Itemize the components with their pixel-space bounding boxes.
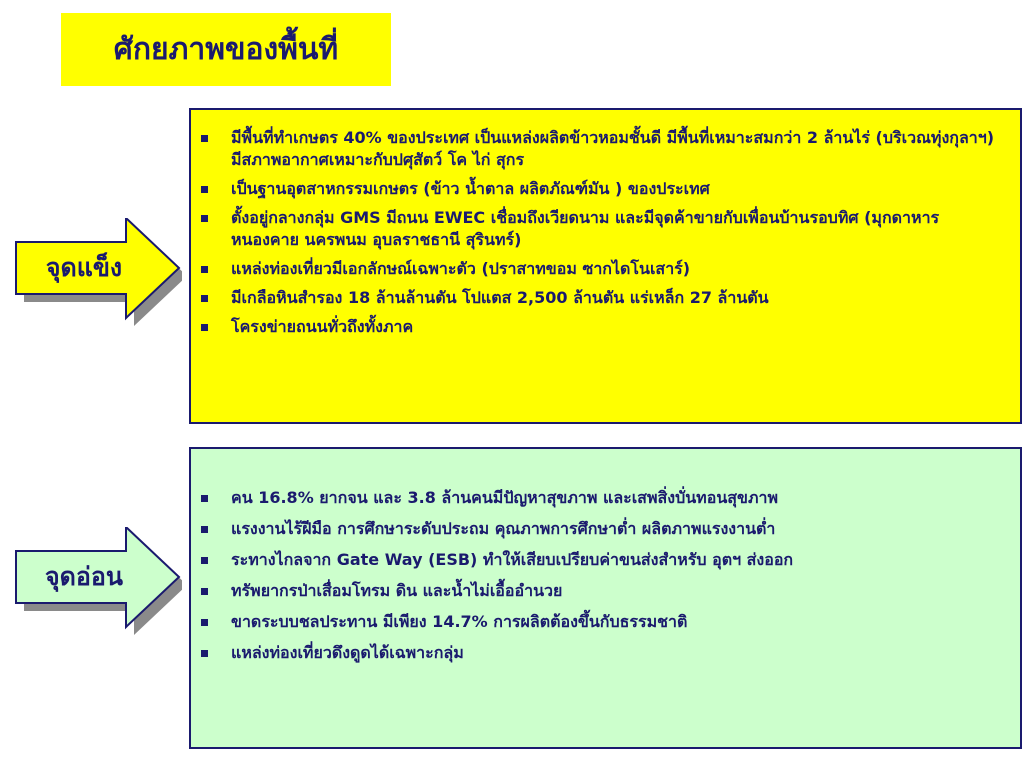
list-item: แหล่งท่องเที่ยวดึงดูดได้เฉพาะกลุ่ม	[191, 642, 1020, 664]
list-item: คน 16.8% ยากจน และ 3.8 ล้านคนมีปัญหาสุขภาพ และเสพสิ่งบั่นทอนสุขภาพ	[191, 487, 1020, 509]
list-item: ระทางไกลจาก Gate Way (ESB) ทำให้เสียบเปรียบค่าขนส่งสำหรับ อุตฯ ส่งออก	[191, 549, 1020, 571]
weakness-arrow	[12, 527, 172, 627]
bullet-icon	[201, 135, 208, 142]
bullet-icon	[201, 266, 208, 273]
bullet-icon	[201, 557, 208, 564]
strength-label: จุดแข็ง	[45, 253, 123, 282]
list-item: มีพื้นที่ทำเกษตร 40% ของประเทศ เป็นแหล่งผลิตข้าวหอมชั้นดี มีพื้นที่เหมาะสมกว่า 2 ล้านไร่ (บริเวณทุ่งกุลาฯ) มีสภาพอากาศเหมาะกับปศุสัตว์ โค ไก่ สุกร	[191, 127, 1020, 171]
list-item: โครงข่ายถนนทั่วถึงทั้งภาค	[191, 316, 1020, 338]
weakness-list	[191, 487, 1020, 673]
list-item: แรงงานไร้ฝีมือ การศึกษาระดับประถม คุณภาพการศึกษาต่ำ ผลิตภาพแรงงานต่ำ	[191, 518, 1020, 540]
bullet-icon	[201, 324, 208, 331]
list-item: เป็นฐานอุตสาหกรรมเกษตร (ข้าว น้ำตาล ผลิตภัณฑ์มัน ) ของประเทศ	[191, 178, 1020, 200]
strength-panel	[189, 108, 1022, 424]
list-item: ตั้งอยู่กลางกลุ่ม GMS มีถนน EWEC เชื่อมถึงเวียดนาม และมีจุดค้าขายกับเพื่อนบ้านรอบทิศ (มุกดาหาร หนองคาย นครพนม อุบลราชธานี สุรินทร์)	[191, 207, 1020, 251]
list-item: ขาดระบบชลประทาน มีเพียง 14.7% การผลิตต้องขึ้นกับธรรมชาติ	[191, 611, 1020, 633]
bullet-icon	[201, 619, 208, 626]
list-item: ทรัพยากรป่าเสื่อมโทรม ดิน และน้ำไม่เอื้ออำนวย	[191, 580, 1020, 602]
bullet-icon	[201, 526, 208, 533]
list-item: มีเกลือหินสำรอง 18 ล้านล้านตัน โปแตส 2,500 ล้านตัน แร่เหล็ก 27 ล้านตัน	[191, 287, 1020, 309]
weakness-panel	[189, 447, 1022, 749]
bullet-icon	[201, 295, 208, 302]
strength-list	[191, 127, 1020, 345]
list-item: แหล่งท่องเที่ยวมีเอกลักษณ์เฉพาะตัว (ปราสาทขอม ซากไดโนเสาร์)	[191, 258, 1020, 280]
bullet-icon	[201, 588, 208, 595]
slide-title: ศักยภาพของพื้นที่	[61, 13, 391, 86]
bullet-icon	[201, 650, 208, 657]
bullet-icon	[201, 215, 208, 222]
strength-arrow	[12, 218, 172, 318]
bullet-icon	[201, 495, 208, 502]
bullet-icon	[201, 186, 208, 193]
weakness-label: จุดอ่อน	[44, 562, 123, 591]
